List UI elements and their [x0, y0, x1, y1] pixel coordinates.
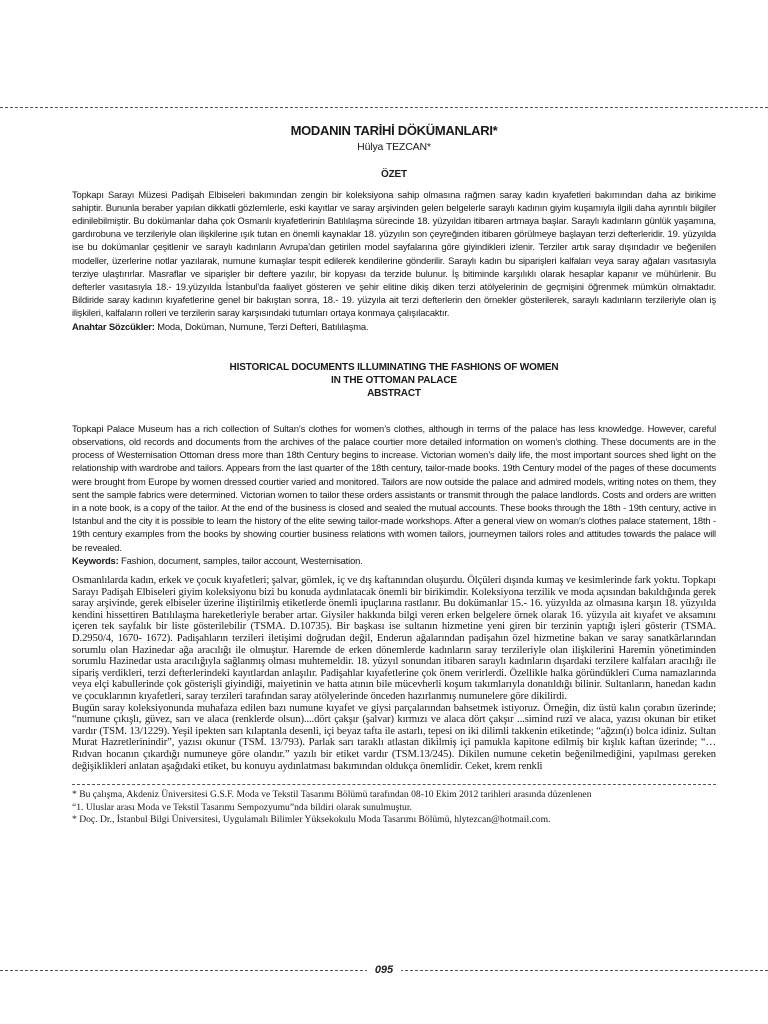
english-keywords-text: Fashion, document, samples, tailor account, Westernisation. — [118, 554, 363, 566]
english-keywords-label: Keywords: — [72, 554, 119, 566]
page-content — [72, 124, 716, 826]
page-number: 095 — [367, 964, 401, 976]
english-keywords — [72, 554, 716, 567]
author-name: Hülya TEZCAN* — [357, 141, 431, 154]
english-title-line-1: HISTORICAL DOCUMENTS ILLUMINATING THE FASHIONS OF WOMEN — [229, 361, 559, 373]
footnote-line-1: * Bu çalışma, Akdeniz Üniversitesi G.S.F. Moda ve Tekstil Tasarımı Bölümü tarafından 08-10 Ekim 2012 tarihleri arasında düzenlenen — [72, 789, 592, 801]
page-number-container — [0, 960, 768, 978]
turkish-abstract: Topkapı Sarayı Müzesi Padişah Elbiseleri bakımından zengin bir koleksiyona sahip olmasına rağmen saray kadın kıyafetleri bakımından daha az birikime sahiptir. Bununla beraber yapılan dikkatli gözlemlerle, eski kayıtlar ve saray arşivinden gelen belgelerle saraylı kadının giyim kuşamıyla ilgili daha ayrıntılı bilgiler edinilebilmiştir. Bu dokümanlar daha çok Osmanlı kıyafetlerinin Batılılaşma sürecinde 18. yüzyıldan itibaren artmaya başlar. Saraylı kadınların günlük yaşamına, gardırobuna ve terzileriyle olan ilişkilerine ışık tutan en önemli kaynaklar 18. yüzyılın son çeyreğinden itibaren görülmeye başlayan terzi defterleridir. 19. yüzyılda ise bu dokümanlar çeşitlenir ve saraylı kadınların Avrupa’dan getirilen model sayfalarına göre giyindikleri izlenir. Terziler artık saray dışındadır ve beğenilen modeller, üzerlerine notlar yazılarak, numune kumaşlar tespit edilerek kendilerine gönderilir. Saraylı kadın bu siparişleri kalfaları veya saray ağaları vasıtasıyla terziye ulaştırırlar. Masraflar ve siparişler bir deftere yazılır, bir kopyası da terzide bulunur. İş bitiminde karşılıklı olarak hesaplar kapanır ve mühürlenir. Bu defterler vasıtasıyla 18.- 19.yüzyılda İstanbul’da faaliyet gösteren ve şehir elitine dikiş diken terzi atölyelerinin de geçmişini öğrenmek mümkün olmaktadır. Bildiride saray kadının kıyafetlerine genel bir bakıştan sonra, 18.- 19. yüzyıla ait terzi defterlerin den örnekler gösterilerek, saraylı kadınların terzileriyle olan iş ilişkileri, kalfaların rolleri ve terzilerin saray karşısındaki tutumları ortaya konmaya çalışılacaktır. — [72, 188, 716, 319]
turkish-keywords — [72, 320, 716, 333]
turkish-keywords-label: Anahtar Sözcükler: — [72, 320, 155, 332]
top-dashed-rule — [0, 107, 768, 108]
turkish-keywords-text: Moda, Doküman, Numune, Terzi Defteri, Batılılaşma. — [154, 320, 369, 332]
english-abstract-heading: ABSTRACT — [367, 387, 421, 399]
footnote-line-2: “1. Uluslar arası Moda ve Tekstil Tasarımı Sempozyumu”nda bildiri olarak sunulmuştur. — [72, 801, 412, 813]
body-paragraph-1: Osmanlılarda kadın, erkek ve çocuk kıyafetleri; şalvar, gömlek, iç ve dış kaftanından oluşurdu. Ölçüleri dışında kumaş ve kesimlerinde fark yoktu. Topkapı Sarayı Padişah Elbiseleri giyim koleksiyonu bizi bu konuda aydınlatacak önemli bir birikimdir. Koleksiyona terzilik ve moda açısından bakıldığında gerek saray arşivinde, gerek elbiseler üzerine iliştirilmiş etiketlerde önemli ipuçlarına rastlanır. Bu dokümanlar 15.- 16. yüzyılda az olmasına karşın 18. yüzyılda kendini hissettiren Batılılaşma hareketleriyle beraber artar. Giysiler hakkında bilgi veren erken belgelere örnek olarak 16. yüzyıla ait kıyafet ve aksamını içeren tek sayfalık bir liste gösterilebilir (TSMA. D.10735). Bir başkası ise sultanın hizmetine yeni giren bir terzinin yaptığı işleri gösterir (TSMA. D.2950/4, 1670- 1672). Padişahların terzileri iletişimi doğrudan değil, Enderun ağalarından padişahın özel hizmetine bakan ve saray sanatkârlarından sorumlu olan Hazinedar ağa aracılığı ile olmuştur. Haremde de erken dönemlerde kadınların saray terzileriyle olan ilişkilerini Haremin yönetiminden sorumlu Hazinedar usta aracılığıyla sağlanmış olması muhtemeldir. 18. yüzyıl sonundan itibaren saraylı kadınların dışardaki terzilere kalfaları aracılığı ile sipariş verdikleri, terzi defterlerindeki kayıtlardan anlaşılır. Padişahlar kıyafetlerine çok önem verirlerdi. Özellikle halka göründükleri Cuma namazlarında veya elçi kabullerinde çok gösterişli giyindiği, maiyetinin ve hatta atının bile mücevherli koşum takımlarıyla donatıldığı bilinir. Sultanların, hanedan kadın ve çocuklarının kıyafetleri, saray terzileri tarafından saray atölyelerinde önceden hazırlanmış numunelere göre dikilirdi. — [72, 575, 716, 703]
turkish-abstract-heading: ÖZET — [380, 169, 408, 181]
footnote-divider — [72, 784, 716, 785]
english-title-block — [72, 361, 716, 400]
footnotes — [72, 789, 716, 826]
body-paragraph-2: Bugün saray koleksiyonunda muhafaza edilen bazı numune kıyafet ve giysi parçalarından bahsetmek istiyoruz. Örneğin, diz üstü kalın çorabın üzerinde; “numune çıkışlı, güvez, sarı ve alaca (renklerde olsun)....dört çakşır (şalvar) kırmızı ve alaca dört çakşır ...simind ruzî ve alaca, yazısı okunan bir etiket vardır (TSM. 13/1229). Yeşil ipekten sarı kılaptanla desenli, içi beyaz tafta ile astarlı, tepesi on iki dilimli takkenin etiketinde; “ağzın(ı) bolca idiniz. Sultan Murat Hazretlerinindir”, yazısı okunur (TSM. 13/793). Parlak sarı taraklı atlastan dikilmiş içi pamukla kapitone edilmiş bir kışlık kaftan üzerinde; “…Rıdvan hocanın çıkardığı numuneye göre olandır.” yazılı bir etiket vardır (TSM.13/245). Dikilen numune ceketin beğenilmediğini, yapılması gereken değişiklikleri anlatan aşağıdaki etiket, bu konuyu aydınlatması bakımından oldukça önemlidir. Ceket, krem renkli — [72, 702, 716, 772]
english-title-line-2: IN THE OTTOMAN PALACE — [331, 374, 457, 386]
body-text — [72, 575, 716, 772]
english-abstract: Topkapi Palace Museum has a rich collection of Sultan’s clothes for women’s clothes, although in terms of the palace has less knowledge. However, careful observations, old records and documents from the archives of the palace courtier more detailed information on women’s clothing. These documents are in the process of Westernisation Ottoman dress more than 18th Century begins to increase. Victorian women’s daily life, the most important sources shed light on the relationship with wardrobe and tailors. Appears from the last quarter of the 18th century, tailor-made books. 19th Century model of the pages of these documents were brought from Europe by women dressed courtier varied and monitored. Tailors are now outside the palace and admired models, writing notes on them, they sent the sample fabrics were determined. Victorian women to tailor these orders assistants or transmit through the palace landlords. Costs and orders are written in a note book, is a copy of the tailor. At the end of the business is closed and sealed the mutual accounts. These books through the 18th - 19th century, active in Istanbul and the city it is possible to learn the history of the elite sewing tailor-made workshops. After a general view on woman’s clothes palace statement, 18th - 19th century examples from the books by showing courtier business relations with women tailors, journeymen tailors roles and attitudes towards the palace will be revealed. — [72, 422, 716, 553]
paper-title: MODANIN TARİHİ DÖKÜMANLARI* — [290, 123, 498, 138]
footnote-line-3: * Doç. Dr., İstanbul Bilgi Üniversitesi, Uygulamalı Bilimler Yüksekokulu Moda Tasarımı Bölümü, hlytezcan@hotmail.com. — [72, 813, 551, 825]
